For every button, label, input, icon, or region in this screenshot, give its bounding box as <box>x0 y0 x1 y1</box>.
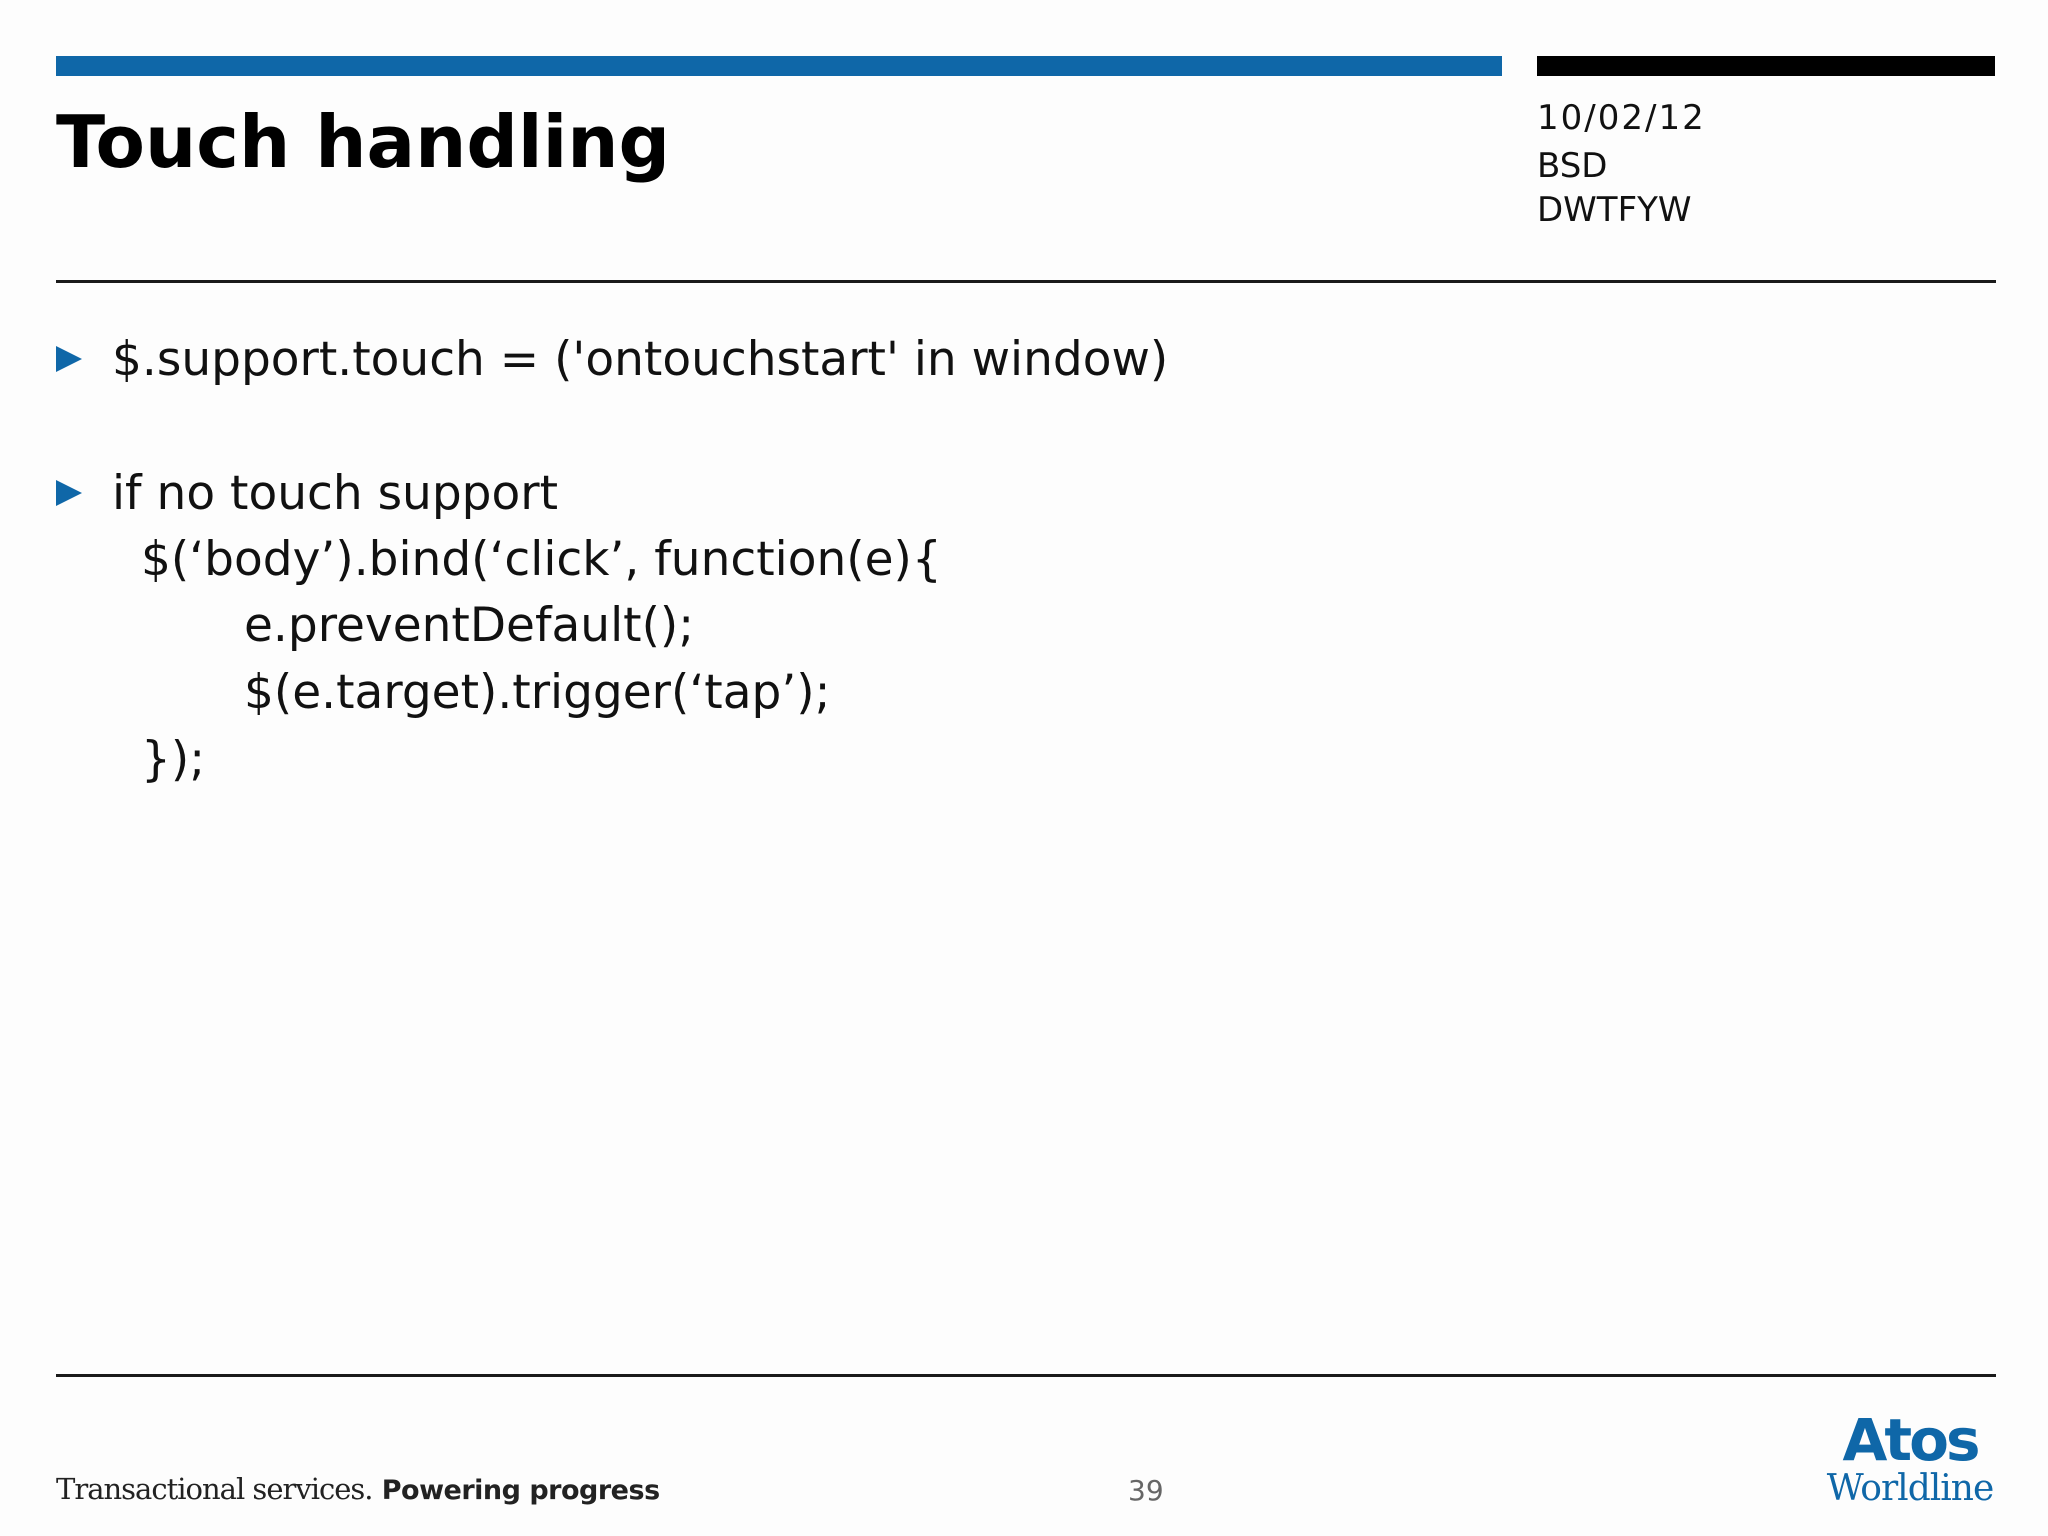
code-line: e.preventDefault(); <box>244 598 695 653</box>
slide-meta <box>1537 96 1706 232</box>
header-divider <box>56 280 1996 283</box>
meta-line-2: DWTFYW <box>1537 190 1692 230</box>
bullet-item <box>56 466 558 521</box>
bullet-arrow-icon <box>56 480 82 506</box>
logo-bottom-text: Worldline <box>1826 1468 1994 1506</box>
header-black-bar <box>1537 56 1995 76</box>
bullet-arrow-icon <box>56 346 82 372</box>
footer-divider <box>56 1374 1996 1377</box>
bullet-item <box>56 332 1168 387</box>
header-blue-bar <box>56 56 1502 76</box>
bullet-text: $.support.touch = ('ontouchstart' in window) <box>112 332 1169 387</box>
atos-worldline-logo <box>1820 1406 2000 1506</box>
page-number: 39 <box>1128 1474 1164 1507</box>
footer-tagline <box>56 1472 660 1506</box>
code-line: }); <box>141 732 206 787</box>
bullet-text: if no touch support <box>112 466 559 521</box>
slide-date: 10/02/12 <box>1537 98 1706 138</box>
logo-top-text: Atos <box>1842 1406 1978 1474</box>
tagline-bold: Powering progress <box>381 1475 660 1506</box>
code-line: $(‘body’).bind(‘click’, function(e){ <box>141 532 942 587</box>
tagline-light: Transactional services. <box>56 1472 373 1506</box>
slide-title: Touch handling <box>56 100 671 184</box>
logo-graphic <box>1820 1406 2000 1506</box>
meta-line-1: BSD <box>1537 146 1608 186</box>
code-line: $(e.target).trigger(‘tap’); <box>244 665 831 720</box>
